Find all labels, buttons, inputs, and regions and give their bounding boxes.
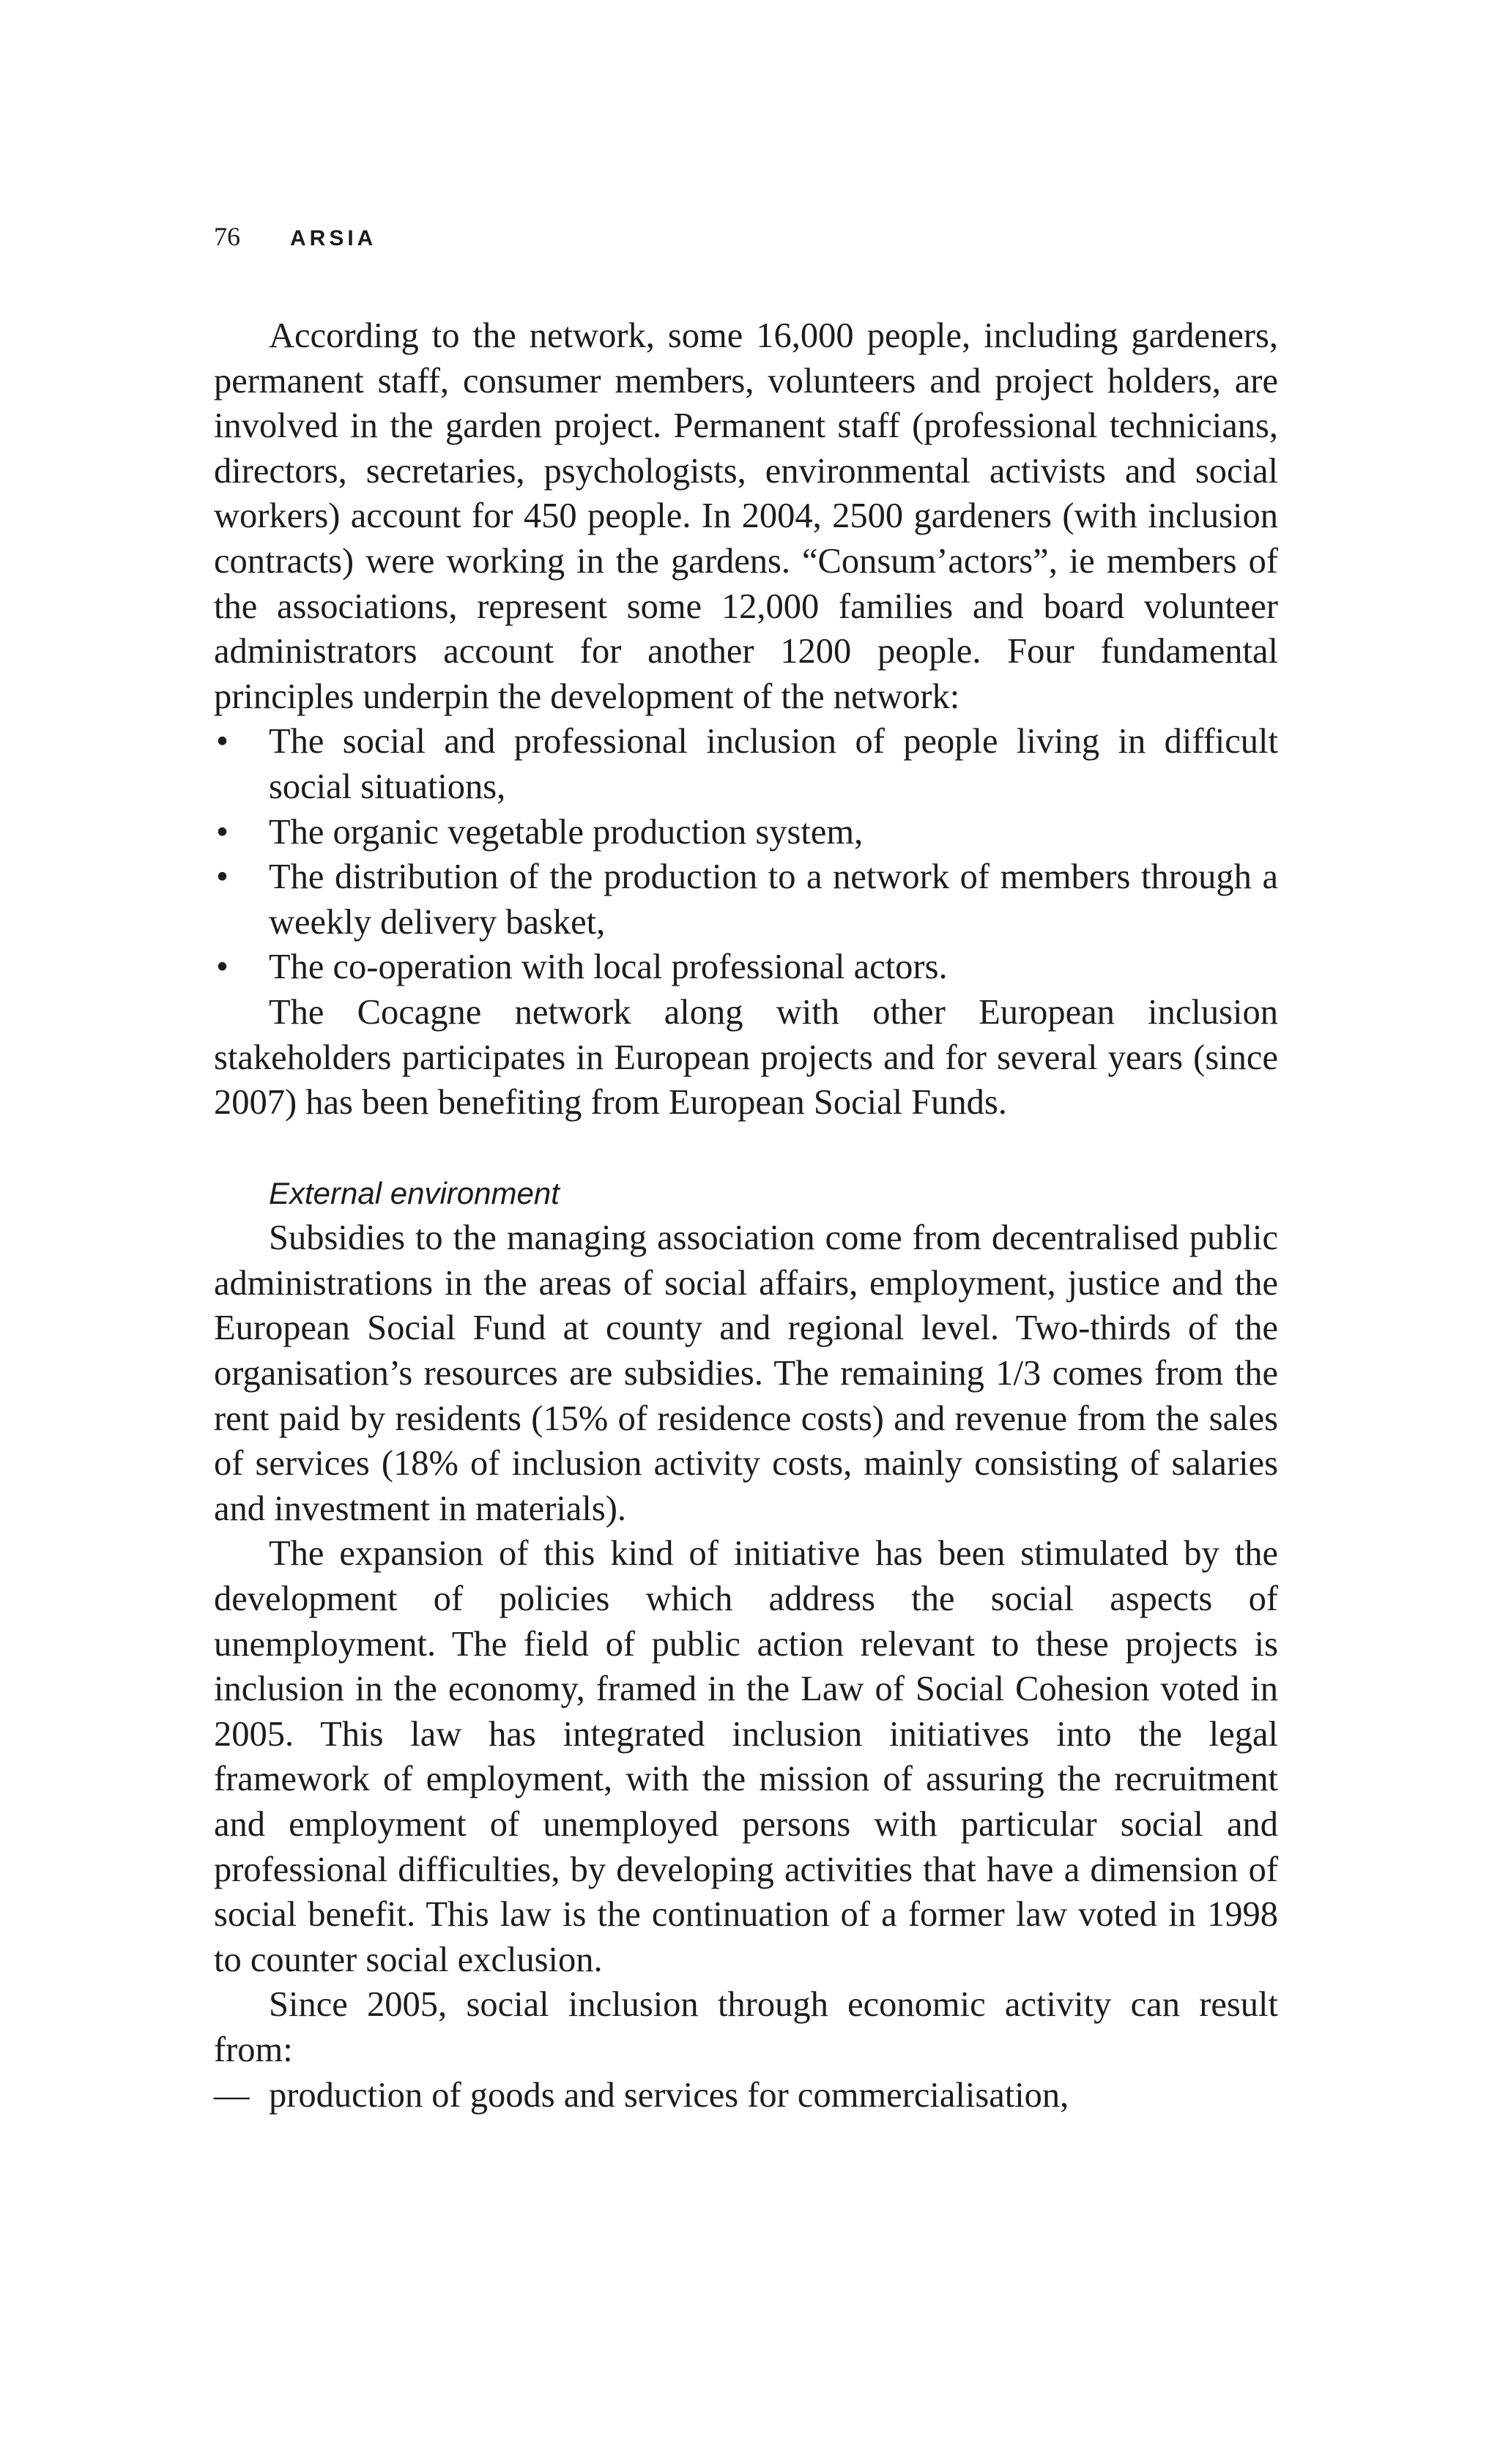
page-number: 76 [214, 222, 240, 251]
dash-list-item [214, 2073, 1278, 2118]
paragraph-expansion: The expansion of this kind of initiative has been stimulated by the development of policies which address the social aspects of unemployment. The field of public action relevant to these projects is inclusion in the economy, framed in the Law of Social Cohesion voted in 2005. This law has integrated inclusion initiatives into the legal framework of employment, with the mission of assuring the recruitment and employment of unemployed persons with particular social and professional difficulties, by developing activities that have a dimension of social benefit. This law is the continuation of a former law voted in 1998 to counter social exclusion. [214, 1534, 1278, 1979]
paragraph-network: According to the network, some 16,000 people, including gardeners, permanent staff, consumer members, volunteers and project holders, are involved in the garden project. Permanent staff (professional technicians, directors, secretaries, psychologists, environmental activists and social workers) account for 450 people. In 2004, 2500 gardeners (with inclusion contracts) were working in the gardens. “Consum’actors”, ie members of the associations, represent some 12,000 families and board volunteer administrators account for another 1200 people. Four fundamental principles underpin the development of the network: [214, 316, 1278, 716]
section-heading: External environment [269, 1175, 560, 1210]
running-title: ARSIA [290, 226, 377, 250]
list-item [214, 719, 1278, 809]
list-item [214, 855, 1278, 945]
list-item [214, 810, 1278, 855]
bullet-icon: • [216, 857, 229, 897]
bullet-icon: • [216, 812, 229, 852]
bullet-icon: • [216, 948, 229, 987]
running-head [214, 221, 376, 253]
list-item-text: The co-operation with local professional actors. [269, 948, 948, 987]
section-gap [214, 1125, 1278, 1171]
principles-list [214, 719, 1278, 990]
paragraph-since-2005: Since 2005, social inclusion through economic activity can result from: [214, 1985, 1278, 2069]
list-item [214, 945, 1278, 990]
body-text [214, 313, 1278, 2118]
list-item-text: The organic vegetable production system, [269, 812, 864, 852]
dash-icon: — [214, 2075, 250, 2115]
paragraph-subsidies: Subsidies to the managing association come from decentralised public administrations in the areas of social affairs, employment, justice and the European Social Fund at county and regional level. Two-thirds of the organisation’s resources are subsidies. The remaining 1/3 comes from the rent paid by residents (15% of residence costs) and revenue from the sales of services (18% of inclusion activity costs, mainly consisting of salaries and investment in materials). [214, 1218, 1278, 1528]
list-item-text: The social and professional inclusion of people living in difficult social situations, [269, 722, 1278, 806]
paragraph-cocagne: The Cocagne network along with other European inclusion stakeholders participates in European projects and for several years (since 2007) has been benefiting from European Social Funds. [214, 992, 1278, 1123]
dash-item-text: production of goods and services for commercialisation, [269, 2075, 1069, 2115]
list-item-text: The distribution of the production to a network of members through a weekly delivery basket, [269, 857, 1278, 942]
bullet-icon: • [216, 722, 229, 762]
